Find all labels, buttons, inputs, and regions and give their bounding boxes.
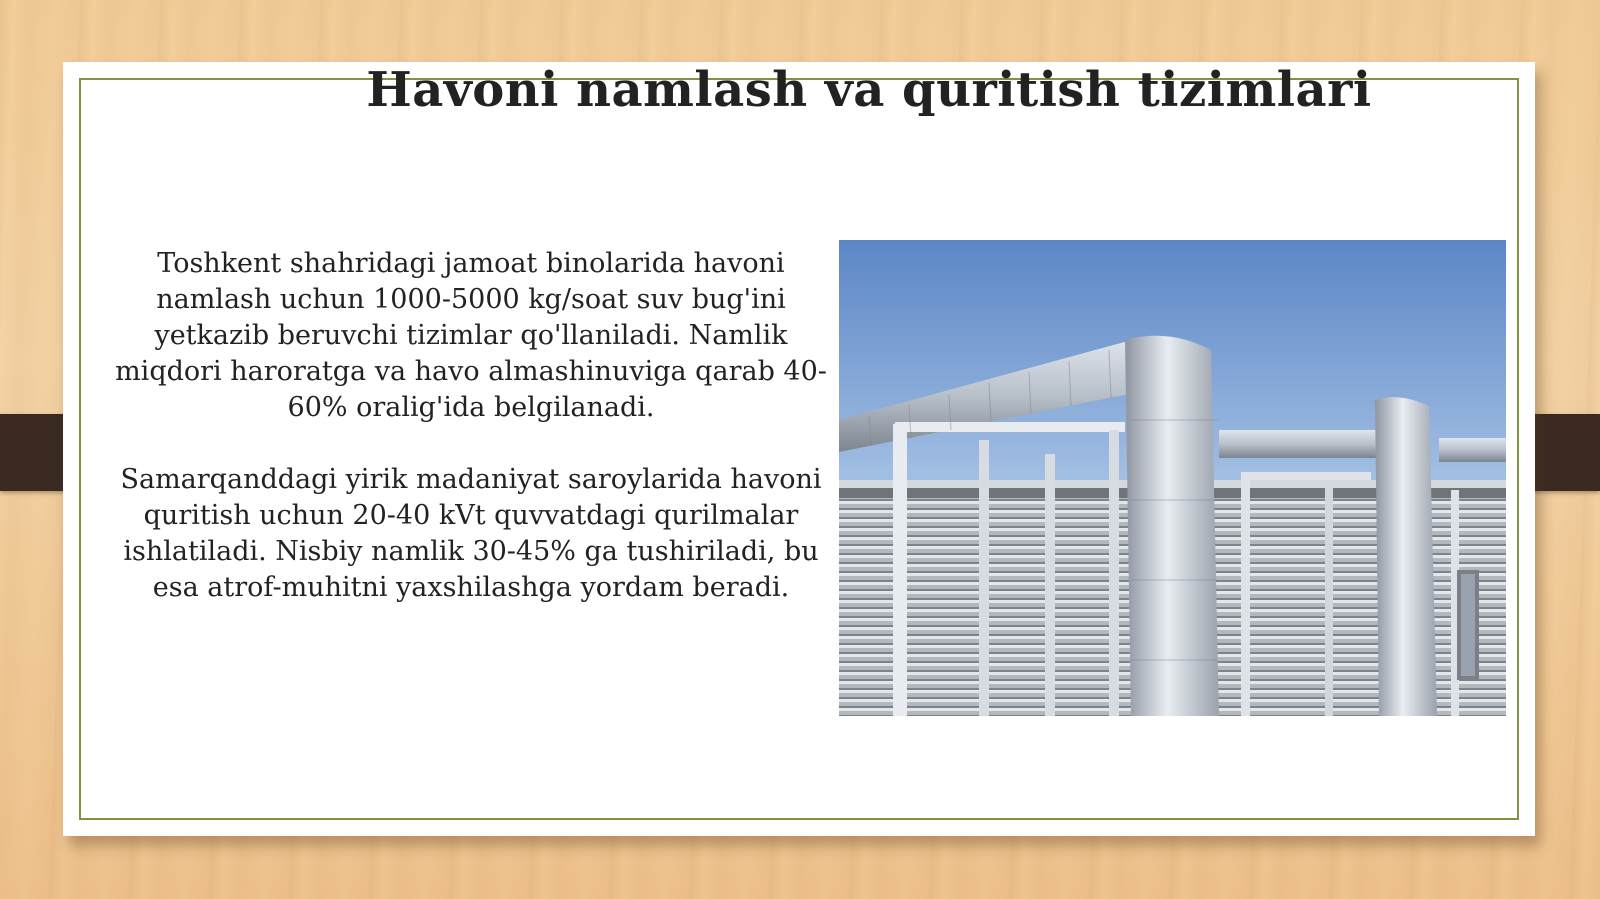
slide-title: Havoni namlash va quritish tizimlari bbox=[366, 62, 1372, 118]
slide-card bbox=[63, 62, 1535, 836]
paragraph-dehumidification: Samarqanddagi yirik madaniyat saroylarida havoni quritish uchun 20-40 kVt quvvatdagi qurilmalar ishlatiladi. Nisbiy namlik 30-45% ga tushiriladi, bu esa atrof-muhitni yaxshilashga yordam beradi. bbox=[120, 464, 822, 603]
paragraph-humidification: Toshkent shahridagi jamoat binolarida havoni namlash uchun 1000-5000 kg/soat suv bug'ini yetkazib beruvchi tizimlar qo'llaniladi. Namlik miqdori haroratga va havo almashinuviga qarab 40-60% oralig'ida belgilanadi. bbox=[115, 248, 827, 423]
hvac-ducts-photo bbox=[839, 240, 1506, 716]
slide-body bbox=[111, 246, 831, 642]
